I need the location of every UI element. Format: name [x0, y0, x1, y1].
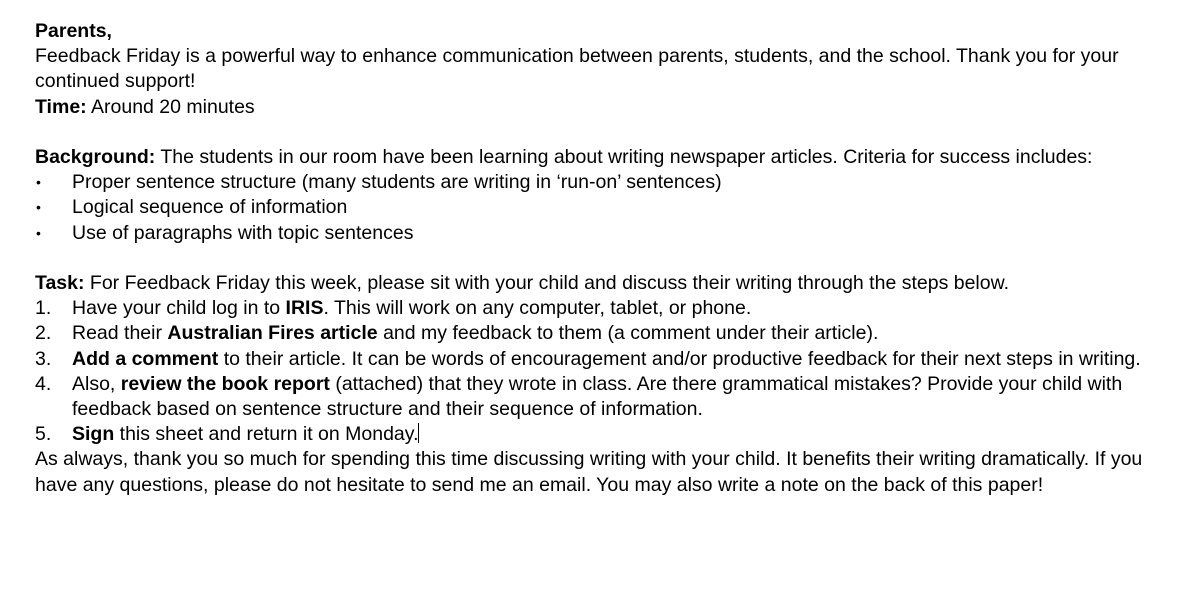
step-item	[35, 347, 1175, 372]
greeting	[35, 19, 1175, 44]
step-number: 2.	[35, 322, 52, 345]
step-emphasis: review the book report	[120, 372, 330, 395]
list-item	[35, 195, 1175, 220]
step-text: and my feedback to them (a comment under their article).	[377, 322, 879, 345]
step-number: 1.	[35, 297, 52, 320]
document-body[interactable]	[35, 19, 1175, 498]
intro-paragraph: Feedback Friday is a powerful way to enhance communication between parents, students, and the school. Thank you for your continued support!	[35, 45, 1119, 93]
blank-line	[35, 246, 1175, 271]
criteria-list	[35, 170, 1175, 246]
step-number: 3.	[35, 347, 52, 370]
time-label: Time:	[35, 95, 87, 118]
criteria-text: Proper sentence structure (many students are writing in ‘run-on’ sentences)	[72, 171, 722, 194]
time-line	[35, 95, 1175, 120]
step-text: (attached) that they wrote in class. Are there grammatical mistakes? Provide your child with feedback based on sentence structure and their sequence of information.	[72, 372, 1123, 421]
closing-paragraph: As always, thank you so much for spending this time discussing writing with your child. It benefits their writing dramatically. If you have any questions, please do not hesitate to send me an email. You may also write a note on the back of this paper!	[35, 448, 1143, 496]
step-emphasis: Sign	[72, 423, 115, 446]
step-text: this sheet and return it on Monday.	[114, 423, 419, 446]
step-text: Also,	[72, 372, 121, 395]
step-item	[35, 372, 1175, 422]
step-emphasis: IRIS	[285, 297, 324, 320]
background-label: Background:	[35, 146, 156, 168]
step-emphasis: Australian Fires article	[167, 322, 378, 345]
step-number: 5.	[35, 423, 52, 446]
criteria-text: Use of paragraphs with topic sentences	[72, 221, 414, 244]
task-paragraph	[35, 271, 1175, 296]
steps-list	[35, 296, 1175, 447]
step-text: Read their	[72, 322, 168, 345]
step-item	[35, 422, 1175, 447]
greeting-text: Parents,	[35, 20, 112, 42]
step-item	[35, 296, 1175, 321]
blank-line	[35, 120, 1175, 145]
step-text: to their article. It can be words of encouragement and/or productive feedback for their next steps in writing.	[218, 347, 1141, 370]
step-item	[35, 321, 1175, 346]
bullet-marker: •	[36, 224, 41, 241]
bullet-marker: •	[36, 174, 41, 191]
list-item	[35, 221, 1175, 246]
text-cursor	[418, 423, 419, 443]
time-value: Around 20 minutes	[86, 95, 255, 118]
task-text: For Feedback Friday this week, please sit with your child and discuss their writing through the steps below.	[84, 272, 1010, 294]
background-paragraph	[35, 145, 1175, 170]
background-text: The students in our room have been learning about writing newspaper articles. Criteria for success includes:	[155, 146, 1093, 168]
step-text: Have your child log in to	[72, 297, 286, 320]
bullet-marker: •	[36, 199, 41, 216]
step-number: 4.	[35, 372, 52, 395]
task-label: Task:	[35, 272, 85, 294]
step-text: . This will work on any computer, tablet, or phone.	[323, 297, 752, 320]
criteria-text: Logical sequence of information	[72, 196, 348, 219]
list-item	[35, 170, 1175, 195]
step-emphasis: Add a comment	[72, 347, 219, 370]
